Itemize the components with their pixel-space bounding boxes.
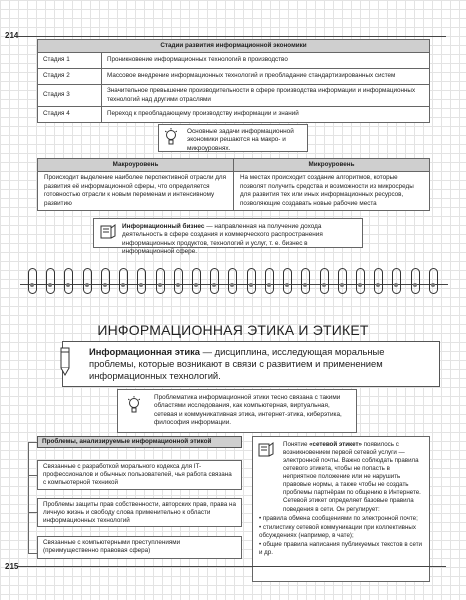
netiquette-intro-pre: Понятие — [283, 441, 310, 448]
tree-tick — [28, 475, 37, 476]
stages-table-header: Стадии развития информационной экономики — [38, 40, 430, 53]
micro-header: Микроуровень — [234, 159, 430, 172]
spiral-ring — [156, 268, 165, 294]
spiral-ring — [46, 268, 55, 294]
levels-table — [37, 158, 430, 211]
spiral-ring — [247, 268, 256, 294]
netiquette-intro-post: появилось с возникновением первой сетевой услуги — электронной почты. Важно соблюдать правила сетевого этикета, чтобы не попасть в неприятное положение или не нарушить правовые нормы, а также чтобы не создать проблемы партнёрам по общению в Интернете. Сетевой этикет определяет базовые правила поведения в сети. Он регулирует: — [283, 441, 421, 513]
ethics-term: Информационная этика — [89, 346, 201, 357]
netiquette-term: «сетевой этикет» — [309, 441, 362, 448]
spiral-ring — [356, 268, 365, 294]
stage-description: Переход к преобладающему производству информации и знаний — [102, 107, 430, 123]
problem-item: Проблемы защиты прав собственности, авторских прав, права на личную жизнь и свободу слова применительно к области информационных технологий — [37, 498, 242, 527]
spiral-ring — [374, 268, 383, 294]
ethics-note-text: Проблематика информационной этики тесно связана с такими областями исследования, как компьютерная, виртуальная, сетевая и коммуникативная этика, интернет-этика, киберэтика, философия информации. — [154, 394, 342, 426]
spiral-ring — [228, 268, 237, 294]
spiral-ring — [64, 268, 73, 294]
business-text: — направленная на получение дохода деятельность в сфере создания и коммерческого распространения информационных продуктов, технологий и услуг, т. е. бизнес в информационной сфере. — [122, 223, 323, 255]
spiral-ring — [137, 268, 146, 294]
bottom-rule — [18, 566, 446, 567]
stage-description: Значительное превышение производительности в сфере производства информации и информационных технологий над другими отраслями — [102, 85, 430, 107]
section-title: ИНФОРМАЦИОННАЯ ЭТИКА И ЭТИКЕТ — [97, 322, 369, 338]
tasks-note-text: Основные задачи информационной экономики решаются на макро- и микроуровнях. — [187, 128, 294, 152]
lightbulb-icon — [165, 128, 177, 151]
spiral-ring — [429, 268, 438, 294]
spiral-ring — [338, 268, 347, 294]
problem-item: Связанные с компьютерными преступлениями (преимущественно правовая сфера) — [37, 536, 242, 559]
spiral-ring — [28, 268, 37, 294]
spiral-ring — [265, 268, 274, 294]
problems-header: Проблемы, анализируемые информационной этикой — [37, 436, 242, 448]
book-icon — [100, 224, 116, 243]
ethics-text: — дисциплина, исследующая моральные проблемы, которые возникают в связи с развитием и применением информационных технологий. — [89, 346, 385, 382]
tasks-note — [158, 124, 308, 152]
netiquette-item: • правила обмена сообщениями по электронной почте; — [259, 514, 418, 522]
spiral-ring — [174, 268, 183, 294]
stage-label: Стадия 2 — [38, 69, 102, 85]
ethics-note — [117, 389, 357, 433]
page-number-top: 214 — [5, 31, 19, 40]
tree-tick — [28, 553, 37, 554]
macro-text: Происходит выделение наиболее перспективной отрасли для развития её информационной сферы, что определяется готовностью отрасли к новым переменам и интенсивному развитию — [38, 172, 234, 211]
lightbulb-icon — [128, 396, 140, 419]
netiquette-item: • стилистику сетевой коммуникации при коллективных обсуждениях (например, в чате); — [259, 523, 416, 539]
top-rule — [18, 36, 446, 37]
spiral-ring — [411, 268, 420, 294]
stages-table — [37, 39, 430, 123]
spiral-ring — [210, 268, 219, 294]
netiquette-item: • общие правила написания публикуемых текстов в сети и др. — [259, 540, 422, 556]
spiral-ring — [320, 268, 329, 294]
ethics-definition — [62, 341, 440, 387]
tree-tick — [28, 512, 37, 513]
stage-label: Стадия 3 — [38, 85, 102, 107]
problem-item: Связанные с разработкой морального кодекса для IT-профессионалов и обычных пользователей, чья работа связана с компьютерной техникой — [37, 460, 242, 490]
business-note — [93, 218, 363, 255]
stage-label: Стадия 4 — [38, 107, 102, 123]
spiral-ring — [301, 268, 310, 294]
pencil-icon — [58, 346, 72, 381]
stage-description: Проникновение информационных технологий в производство — [102, 53, 430, 69]
spiral-ring — [192, 268, 201, 294]
page-number-bottom: 215 — [5, 562, 19, 571]
tree-tick — [28, 442, 37, 443]
netiquette-box — [252, 436, 430, 582]
macro-header: Макроуровень — [38, 159, 234, 172]
book-icon — [258, 442, 274, 461]
business-term: Информационный бизнес — [122, 223, 205, 230]
spiral-ring — [119, 268, 128, 294]
spiral-ring — [392, 268, 401, 294]
micro-text: На местах происходит создание алгоритмов, которые позволят получить средства и возможности из микросреды для развития тех или иных информационных ресурсов, позволяющие создавать новые рабочие места — [234, 172, 430, 211]
spiral-ring — [283, 268, 292, 294]
spiral-ring — [83, 268, 92, 294]
stage-label: Стадия 1 — [38, 53, 102, 69]
tree-line — [28, 442, 29, 553]
spiral-ring — [101, 268, 110, 294]
spiral-binding — [28, 268, 438, 294]
stage-description: Массовое внедрение информационных технологий и преобладание стандартизированных систем — [102, 69, 430, 85]
